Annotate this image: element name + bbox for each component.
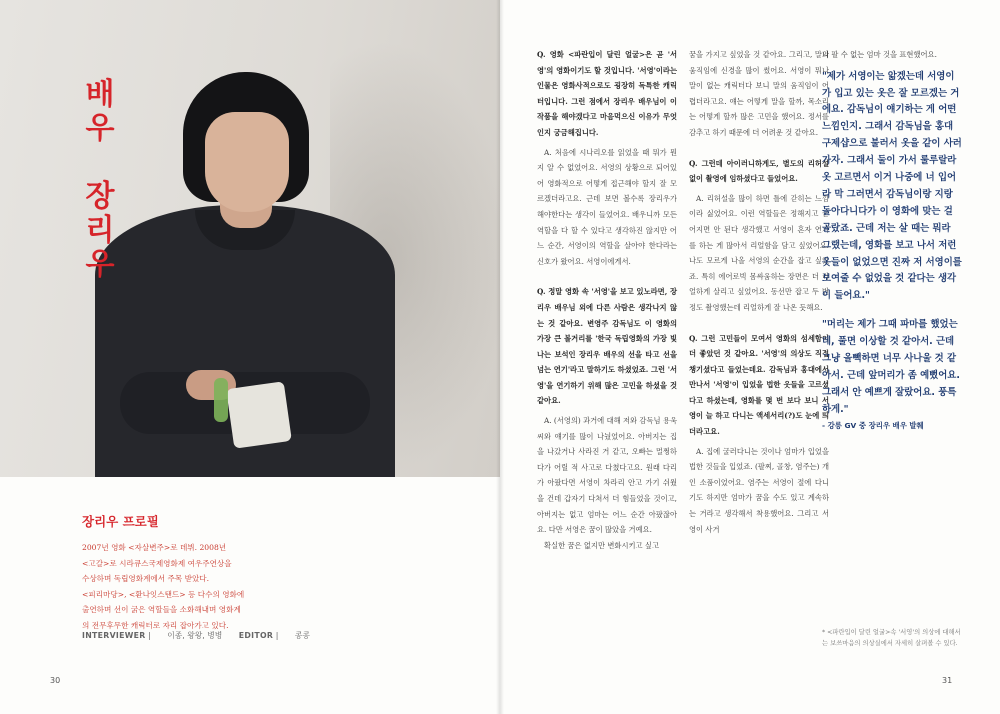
interviewer-names: 이종, 왕왕, 병병 (167, 631, 223, 640)
profile-line: 출연하며 선이 굵은 역할들을 소화해내며 영화계 (82, 605, 241, 615)
interview-answer: A. 집에 굴러다니는 것이나 엄마가 입었을 법한 것들을 입었죠. (팔찌, 골창, 염주는) 개인 소품이었어요. 염주는 서영이 절에 다니기도 하지만 엄마가 꿈을 수도 있고 계속하는 거라고 생각해서 착용했어요. 그리고 서영이 사거 (689, 446, 829, 534)
profile-line: 의 전무후무한 캐릭터로 자리 잡아가고 있다. (82, 620, 229, 630)
profile-line: 수상하며 독립영화계에서 주목 받았다. (82, 574, 210, 584)
credit-separator: | (148, 631, 151, 640)
title-char: 우 (85, 111, 115, 146)
interview-answer: A. 처음에 시나리오를 읽었을 때 뭐가 뭔지 알 수 없었어요. 서영의 상황으로 되어있어 영화적으로 어떻게 접근해야 할지 잘 모르겠더라고요. 근데 보면 볼수록 장리우가 해야한다는 생각이 들었어요. 배우니까 모든 역할을 다 할 수 있다고 생각하진 않지만 어느 순간, 서영이의 역할을 살아야 한다라는 신호가 왔어요. 서영이에게서. (537, 147, 677, 266)
title-char: 배 (85, 77, 115, 112)
vertical-title (80, 78, 120, 282)
page-number-right: 31 (942, 676, 953, 685)
interview-answer: 확실한 꿈은 없지만 변화시키고 싶고 (544, 540, 660, 550)
credit-separator: | (275, 631, 279, 640)
pull-quote-1: "제가 서영이는 앎겠는데 서영이가 입고 있는 옷은 잘 모르겠는 거에요. 감독님이 얘기하는 게 어떤 느낌인지. 그래서 감독님을 홍대 구제샵으로 불러서 옷을 같이 사러 가자. 그래서 둘이 가서 룰루랄라 옷 고르면서 이거 나중에 너 입어라 막 그러면서 감독님이랑 지랑 돌아다니다가 이 영화에 맞는 걸 골랐죠. 근데 저는 살 때는 뭐라 그랬는데, 영화를 보고 나서 저런 옷들이 없었으면 진짜 저 서영이를 보여줄 수 없었을 것 같다는 생각이 들어요." (822, 70, 962, 302)
interview-answer: A. 리허설을 많이 하면 틀에 갇히는 느낌이라 싫었어요. 이런 역할들은 정해지고 굳어지면 안 된다 생각했고 서영이 혼자 연기를 하는 게 많아서 리얼함을 담고 싶었어요. 나도 모르게 나올 서영의 순간을 잡고 싶었죠. 특히 에어로빅 몸싸움하는 장면은 더 리얼하게 살리고 싶었어요. 동선만 잡고 두 번 정도 촬영했는데 리얼하게 잘 나온 듯해요. (689, 193, 829, 312)
profile-heading: 장리우 프로필 (82, 514, 159, 529)
footnote: * <파란입이 달린 얼굴>속 '서영'의 의상에 대해서는 보쓰마음의 의상실에서 자세히 살펴볼 수 있다. (822, 629, 961, 647)
interview-question: Q. 그런 고민들이 모여서 영화의 섬세함이 더 좋았던 것 같아요. '서영'의 의상도 직접 챙기셨다고 들었는데요. 감독님과 홍대에서 만나서 '서영'이 입었을 법한 옷들을 고르셨다고 하셨는데, 영화를 몇 번 보다 보니 서영이 늘 하고 다니는 액세서리(?)도 눈에 띄더라고요. (689, 333, 829, 437)
editor-label: EDITOR (238, 631, 274, 640)
interview-question: Q. 정말 영화 속 '서영'을 보고 있노라면, 장리우 배우님 외에 다른 사람은 생각나지 않는 것 같아요. 변영주 감독님도 이 영화의 가장 큰 볼거리를 '한국 독립영화의 가장 빛나는 보석인 장리우 배우의 선을 타고 선을 넘는 연기'라고 말하기도 하셨었죠. 그런 '서영'을 연기하기 위해 많은 고민을 하셨을 것 같아요. (537, 287, 677, 406)
editor-name: 콩콩 (294, 631, 310, 640)
title-char: 우 (85, 247, 115, 282)
interview-answer: A. (서영의) 과거에 대해 저와 감독님 용욱씨와 얘기를 많이 나눴었어요. 아버지는 집을 나갔거나 사라진 거 같고, 오빠는 멀쩡하다가 어릴 적 사고로 다쳤다고요. 원래 다리가 아팠다면 서영이 차라리 안고 가기 쉬웠을 건데 갑자기 다쳐서 더 힘들었을 것이고, 아버지는 없고 엄마는 어느 순간 아팠잖아요. 다만 서영은 꿈이 많았을 거예요. (537, 416, 677, 535)
photo-bracelet (214, 378, 228, 422)
article-column-3 (822, 47, 962, 433)
photo-face (205, 112, 289, 212)
quote-source: - 강릉 GV 중 장리우 배우 발췌 (822, 420, 924, 430)
right-page (500, 0, 1000, 714)
interviewer-label: INTERVIEWER (82, 631, 146, 640)
profile-line: <고갈>로 시라큐스국제영화제 여우주연상을 (82, 558, 232, 568)
title-char: 장 (85, 179, 115, 214)
interview-question: Q. 영화 <파란입이 달린 얼굴>은 곧 '서영'의 영화이기도 할 것입니다. '서영'이라는 인물은 영화사적으로도 굉장히 독특한 캐릭터입니다. 그런 점에서 장리우 배우님이 이 작품을 해야겠다고 마음먹으신 이유가 무엇인지 궁금해집니다. (537, 50, 677, 137)
portrait-photo (0, 0, 500, 477)
article-column-2 (689, 47, 829, 537)
photo-shirt-cuff (226, 381, 292, 448)
profile-text (82, 540, 332, 634)
profile-line: 2007년 영화 <자살변주>로 데뷔. 2008년 (82, 543, 227, 552)
profile-line: <피리마당>, <환나잇스탠드> 등 다수의 영화에 (82, 589, 245, 599)
page-number-left: 30 (50, 676, 61, 685)
spread-gutter (496, 0, 504, 714)
credits-line (82, 630, 324, 641)
interview-question: Q. 그런데 아이러니하게도, 별도의 리허설 없이 촬영에 임하셨다고 들었어요. (689, 158, 829, 184)
interview-answer: 꿈을 가지고 싶었을 것 같아요. 그리고, 말의 움직임에 신경을 많이 썼어요. 서영이 뭐나 말이 없는 캐릭터다 보니 말의 움직임이 어렵더라고요. 얘는 어떻게 말을 할까, 목소리는 어떻게 할까 많은 고민을 했어요. 정서를 감추고 하기 때문에 더 어려운 것 같아요. (689, 50, 829, 137)
article-column-1 (537, 47, 677, 553)
title-char: 리 (85, 213, 115, 248)
pull-quote-2: "머리는 제가 그때 파마를 했었는데, 풀면 이상할 것 같아서. 근데 그냥 올빽하면 너무 사나울 것 같아서. 근데 앞머리가 좀 예뻤어요. 그래서 안 예쁘게 잘랐어요. 풍특하게." (822, 319, 960, 415)
interview-answer: 나 팔 수 없는 엄마 것을 표현했어요. (822, 50, 937, 59)
